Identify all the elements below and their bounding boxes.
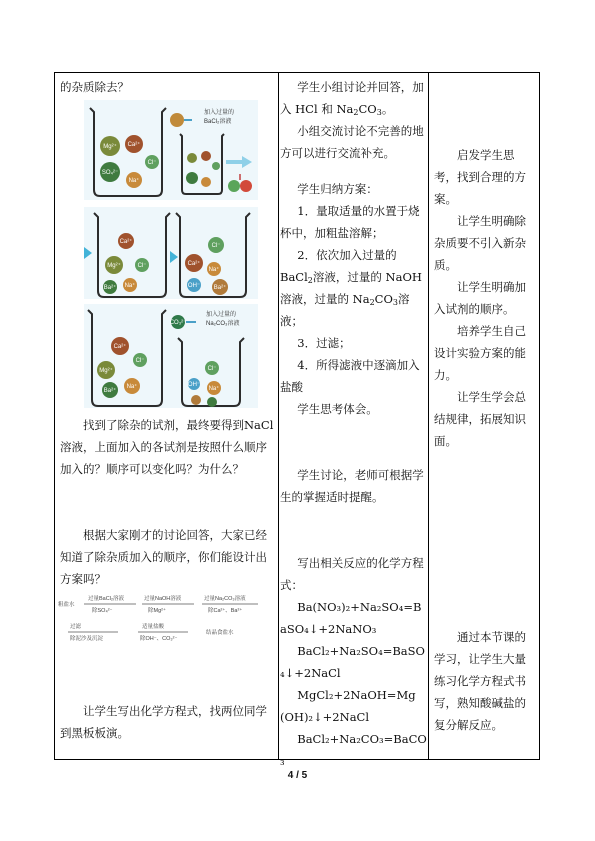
col2-p2: 小组交流讨论不完善的地方可以进行交流补充。 [280, 124, 424, 160]
col2-p6: 写出相关反应的化学方程式： [280, 556, 424, 592]
col1-write [60, 700, 274, 744]
ion-ca-label: Ca²⁺ [127, 142, 141, 148]
flow-step-5b: 除泥沙及沉淀 [70, 636, 104, 642]
col2-step-4: 4．所得滤液中逐滴加入盐酸 [280, 358, 420, 394]
col2-p4: 学生思考体会。 [297, 402, 378, 416]
svg-text:Na⁺: Na⁺ [208, 267, 220, 273]
table-left-border [54, 72, 55, 760]
fig3-note-2: Na₂CO₃溶液 [206, 321, 240, 327]
svg-text:Ba²⁺: Ba²⁺ [213, 285, 227, 291]
svg-text:Cl⁻: Cl⁻ [211, 243, 221, 249]
col1-design [60, 524, 274, 590]
ion-so4-label: SO₄²⁻ [101, 170, 119, 176]
col3-p4: 培养学生自己设计实验方案的能力。 [434, 324, 526, 382]
svg-text:Mg²⁺: Mg²⁺ [107, 263, 121, 269]
svg-text:OH⁻: OH⁻ [187, 382, 201, 388]
svg-text:Ca²⁺: Ca²⁺ [119, 239, 133, 245]
col1-top-text [60, 76, 274, 98]
svg-text:Na⁺: Na⁺ [208, 386, 220, 392]
svg-text:Cl⁻: Cl⁻ [137, 263, 147, 269]
svg-text:Na⁺: Na⁺ [124, 283, 136, 289]
ion-co3-label: CO₃²⁻ [169, 320, 187, 326]
svg-text:Cl⁻: Cl⁻ [207, 366, 217, 372]
ion-oh-label: OH⁻ [187, 283, 201, 289]
col2-step-2: 2．依次加入过量的 BaCl$_2$溶液，过量的 NaOH 溶液，过量的 $Na_2CO_3$溶液； [280, 248, 422, 328]
svg-text:Mg²⁺: Mg²⁺ [99, 368, 113, 374]
flow-step-3b: 除Mg²⁺ [148, 608, 166, 614]
write-text: 让学生写出化学方程式，找两位同学到黑板板演。 [60, 704, 267, 740]
procedure-flow [58, 592, 274, 644]
flow-step-6a: 适量盐酸 [142, 624, 165, 630]
beaker-figure-2 [84, 207, 258, 299]
col1-line-top: 的杂质除去？ [60, 80, 129, 94]
col3-p6: 通过本节课的学习，让学生大量练习化学方程式书写，熟知酸碱盐的复分解反应。 [434, 630, 526, 732]
ion-mg-label: Mg²⁺ [103, 144, 117, 150]
col2-p3: 学生归纳方案： [297, 182, 378, 196]
equation-3: MgCl₂+2NaOH=Mg(OH)₂↓+2NaCl [280, 688, 416, 724]
table-top-border [54, 72, 540, 73]
flow-step-5a: 过滤 [70, 624, 82, 630]
table-right-border [539, 72, 540, 760]
col3-p2: 让学生明确除杂质要不引入新杂质。 [434, 214, 526, 272]
beaker-figure-3 [84, 304, 258, 408]
col2-step-3: 3．过滤； [297, 336, 351, 350]
equation-4: BaCl₂+Na₂CO₃=BaCO₃ [280, 732, 427, 768]
col3-bottom [434, 626, 536, 736]
svg-text:Ba²⁺: Ba²⁺ [103, 388, 117, 394]
fig1-note-1: 加入过量的 [204, 110, 235, 116]
col3-p3: 让学生明确加入试剂的顺序。 [434, 280, 526, 316]
col3-p1: 启发学生思考，找到合理的方案。 [434, 148, 526, 206]
col2-content [280, 76, 428, 772]
col3-p5: 让学生学会总结规律，拓展知识面。 [434, 390, 526, 448]
svg-text:Ba²⁺: Ba²⁺ [103, 285, 117, 291]
equation-1: Ba(NO₃)₂+Na₂SO₄=BaSO₄↓+2NaNO₃ [280, 600, 422, 636]
flow-step-2a: 过量BaCl₂溶液 [88, 596, 125, 602]
beaker-figure-1 [84, 100, 258, 200]
flow-step-1: 粗盐水 [58, 602, 75, 608]
flow-step-4a: 过量Na₂CO₃溶液 [204, 596, 246, 602]
table-divider-2 [428, 72, 429, 760]
table-divider-1 [278, 72, 279, 760]
fig1-note-2: BaCl₂溶液 [204, 119, 232, 125]
flow-step-7: 结晶食盐水 [206, 630, 234, 636]
col3-content [434, 144, 536, 452]
col1-question [60, 414, 274, 480]
flow-step-4b: 除Ca²⁺、Ba²⁺ [208, 608, 243, 614]
ion-na-label: Na⁺ [128, 178, 140, 184]
page-number: 4 / 5 [287, 770, 308, 781]
flow-step-2b: 除SO₄²⁻ [92, 608, 113, 614]
svg-text:Ca²⁺: Ca²⁺ [113, 344, 127, 350]
flow-step-6b: 除OH⁻、CO₃²⁻ [140, 636, 178, 642]
ion-cl-label: Cl⁻ [147, 160, 157, 166]
flow-step-3a: 过量NaOH溶液 [144, 596, 182, 602]
svg-text:Cl⁻: Cl⁻ [135, 358, 145, 364]
fig3-note-1: 加入过量的 [206, 312, 237, 318]
col2-p5: 学生讨论，老师可根据学生的掌握适时提醒。 [280, 468, 424, 504]
col2-p1: 学生小组讨论并回答，加入 HCl 和 $Na_2CO_3$。 [280, 80, 424, 117]
svg-text:Na⁺: Na⁺ [126, 384, 138, 390]
equation-2: BaCl₂+Na₂SO₄=BaSO₄↓+2NaCl [280, 644, 425, 680]
question-text: 找到了除杂的试剂，最终要得到NaCl 溶液，上面加入的各试剂是按照什么顺序加入的？顺序可以变化吗？为什么？ [60, 418, 274, 476]
col2-step-1: 1．量取适量的水置于烧杯中，加粗盐溶解； [280, 204, 420, 240]
design-text: 根据大家刚才的讨论回答，大家已经知道了除杂质加入的顺序，你们能设计出方案吗？ [60, 528, 267, 586]
svg-text:Ca²⁺: Ca²⁺ [187, 261, 201, 267]
